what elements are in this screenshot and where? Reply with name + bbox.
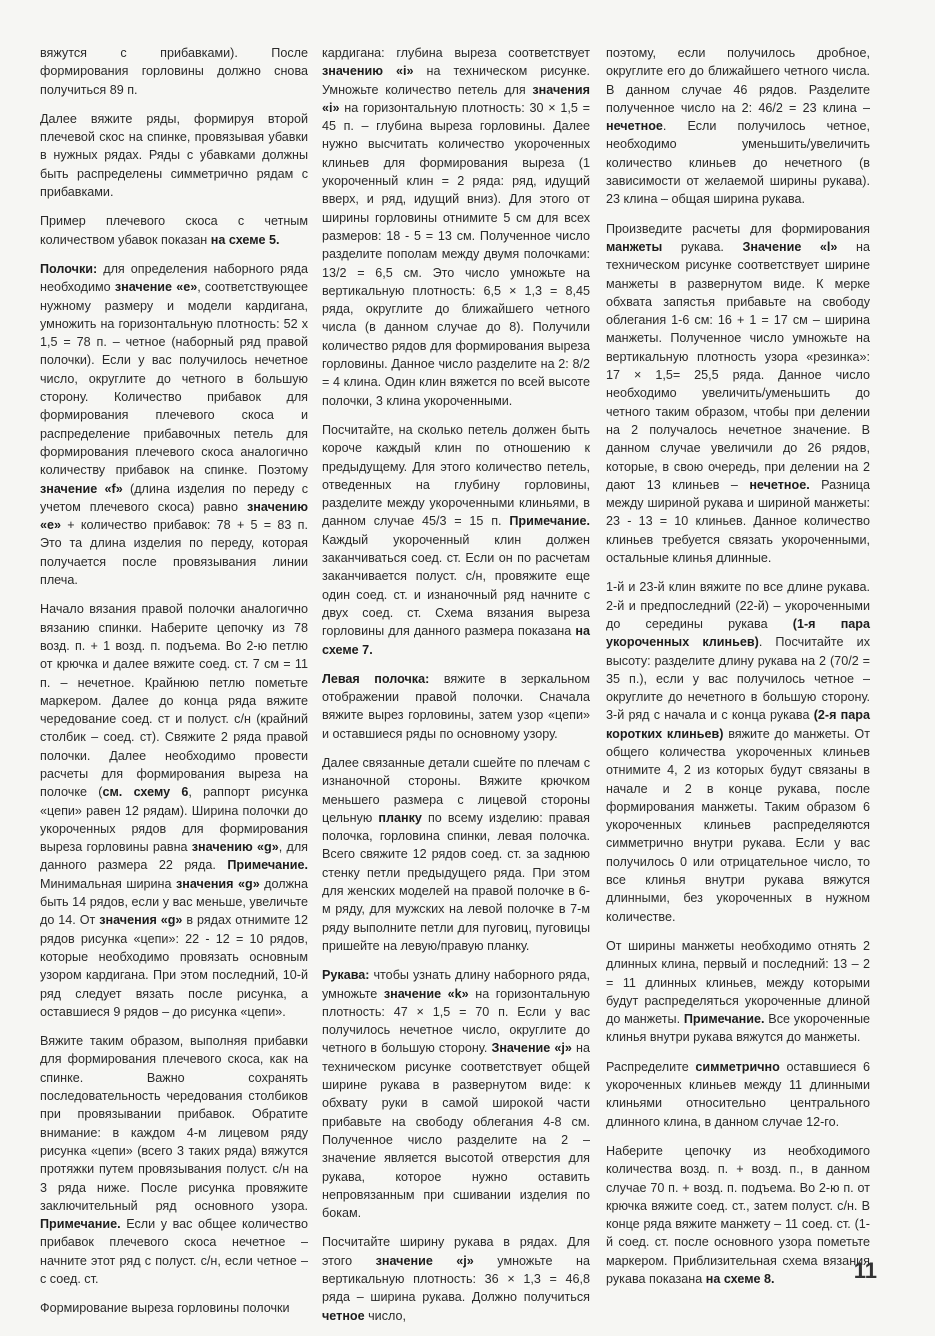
paragraph xyxy=(322,1233,590,1324)
bold-run: Значение «j» xyxy=(491,1041,572,1056)
text-run: , для данного размера 22 ряда. xyxy=(40,840,309,873)
text-run: От ширины манжеты необходимо отнять 2 длинных клина, первый и последний: 13 – 2 = 11 длинных клиньев, между которыми будут распределяться укороченные длиной до манжеты. xyxy=(606,938,870,1027)
text-run: на горизонтальную плотность: 30 × 1,5 = 45 п. – глубина выреза горловины. Далее нужно высчитать количество укороченных клиньев для формирования выреза (1 укороченный клин = 2 ряда: ряд, идущий вверх, и ряд, идущий вниз). Для этого от ширины горловины отнимите 5 см для всех размеров: 18 - 5 = 13 см. Полученное число разделите пополам между двумя полочками: 13/2 = 6,5 см. Это число умножьте на вертикальную плотность: 6,5 × 1,3 = 8,45 ряда, округлите до ближайшего четного числа (в данном случае до 8). Получили количество рядов для формирования выреза горловины. Данное число разделите на 2: 8/2 = 4 клина. Один клин вяжется по всей высоте полочки, 3 клина укороченными. xyxy=(322,100,590,408)
text-run: Разница между шириной рукава и шириной манжеты: 23 - 13 = 10 клиньев. Данное количество клиньев требуется связать укороченными, остальные клинья длинные. xyxy=(606,477,870,566)
text-run: Формирование выреза горловины полочки xyxy=(40,1301,290,1316)
bold-run: значение «k» xyxy=(383,986,469,1001)
text-run: умножьте на вертикальную плотность: 36 × 1,3 = 46,8 ряда – ширина рукава. Должно получиться xyxy=(322,1253,590,1305)
text-run: Распределите xyxy=(606,1059,696,1074)
text-run: + количество прибавок: 78 + 5 = 83 п. Это та длина изделия по переду, которая получается после провязывания линии плеча. xyxy=(40,518,308,588)
bold-run: значения «g» xyxy=(175,876,260,891)
bold-run: значение «j» xyxy=(375,1253,474,1268)
text-run: должна быть 14 рядов, если у вас меньше, увеличьте до 14. От xyxy=(40,876,308,928)
text-run: Произведите расчеты для формирования xyxy=(606,221,870,236)
text-run: Начало вязания правой полочки аналогично вязанию спинки. Наберите цепочку из 78 возд. п. + 1 возд. п. подъема. Во 2-ю петлю от крючка и далее вяжите соед. ст. 7 см = 11 п. – нечетное. Крайнюю петлю пометьте маркером. Далее до конца ряда вяжите чередование соед. ст и полуст. с/н (крайний столбик – соед. ст). Свяжите 2 ряда правой полочки. Далее необходимо провести расчеты для формирования выреза на полочке ( xyxy=(40,602,308,800)
text-run: на горизонтальную плотность: 47 × 1,5 = 70 п. Если у вас получилось нечетное число, округлите до четного в большую сторону. xyxy=(322,986,590,1056)
paragraph xyxy=(322,421,590,659)
bold-run: (2-я пара коротких клиньев) xyxy=(606,708,870,741)
bold-run: нечетное xyxy=(606,119,663,134)
bold-run: значения «i» xyxy=(322,82,590,115)
text-run: Если у вас общее количество прибавок плечевого скоса нечетное – начните этот ряд с полуст. с/н, если четное – с соед. ст. xyxy=(40,1217,308,1286)
text-run: вяжите в зеркальном отображении правой полочки. Сначала вяжите вырез горловины, затем узор «цепи» и оставшиеся ряды по основному узору. xyxy=(322,671,590,741)
text-run: Все укороченные клинья внутри рукава вяжутся до манжеты. xyxy=(606,1012,870,1045)
text-run: 1-й и 23-й клин вяжите по все длине рукава. 2-й и предпоследний (22-й) – укороченными до середины рукава xyxy=(606,580,870,631)
text-run: Далее вяжите ряды, формируя второй плечевой скос на спинке, провязывая убавки в нужных рядах. Ряды с убавками должны быть распределены симметрично рядам с прибавками. xyxy=(40,111,308,200)
paragraph xyxy=(322,966,590,1222)
bold-run: планку xyxy=(378,810,422,825)
bold-run: Полочки: xyxy=(40,261,98,276)
paragraph xyxy=(322,44,590,410)
paragraph xyxy=(606,578,870,926)
bold-run: Рукава: xyxy=(322,968,370,983)
text-column-1 xyxy=(40,44,308,1329)
paragraph xyxy=(40,44,308,99)
text-run: на техническом рисунке соответствует ширине манжеты в развернутом виде. К мерке обхвата запястья прибавьте на свободу облегания 1-6 см: 16 + 1 = 17 см – ширина манжеты. Полученное число умножьте на вертикальную плотность узора «резинка»: 17 × 1,5= 25,5 ряда. Данное число необходимо увеличить/уменьшить до четного таким образом, чтобы при делении на 2 получалось нечетное значение. В данном случае увеличили до 26 рядов, которые, в свою очередь, при делении на 2 дают 13 клиньев – xyxy=(606,239,870,492)
bold-run: значение «f» xyxy=(40,481,123,496)
text-run: вяжите до манжеты. От общего количества укороченных клиньев отнимите 4, 2 из которых будут связаны в начале и 2 в конце рукава, после формирования манжеты. Таким образом 6 укороченных клиньев распределяются симметрично внутри рукава. Если у вас получилось 0 или отрицательное число, то все клинья внутри рукава вяжутся длинными, без укороченных в нужном количестве. xyxy=(606,726,870,924)
text-run: на техническом рисунке соответствует общей ширине рукава в развернутом виде: к обхвату руки в самой широкой части прибавьте на свободу облегания 4-8 см. Полученное число разделите на 2 – значение является высотой отверстия для рукава, которое нужно оставить непровязанным при сшивании изделия по бокам. xyxy=(322,1041,590,1221)
paragraph xyxy=(40,1299,308,1317)
text-run: кардигана: глубина выреза соответствует xyxy=(322,46,590,60)
text-run: чтобы узнать длину наборного ряда, умножьте xyxy=(322,968,590,1001)
text-run: в рядах отнимите 12 рядов рисунка «цепи»: 22 - 12 = 10 рядов, которые необходимо провязать основным узором кардигана. При этом последний, 10-й ряд следует вязать после рисунка, а оставшиеся 9 рядов – до рисунка «цепи». xyxy=(40,913,308,1019)
paragraph xyxy=(606,44,870,209)
bold-run: на схеме 5. xyxy=(210,232,280,247)
paragraph xyxy=(40,212,308,249)
bold-run: см. схему 6 xyxy=(102,785,189,800)
text-run: число, xyxy=(364,1308,407,1323)
bold-run: манжеты xyxy=(606,239,663,254)
text-run: оставшиеся 6 укороченных клиньев между 11 длинными клиньями относительно центрального длинного клина, в данном случае 12-го. xyxy=(606,1059,871,1129)
text-run: Далее связанные детали сшейте по плечам с изнаночной стороны. Вяжите крючком меньшего размера с лицевой стороны цельную xyxy=(322,755,590,825)
text-run: Наберите цепочку из необходимого количества возд. п. + возд. п., в данном случае 70 п. + возд. п. подъема. Во 2-ю п. от крючка вяжите соед. ст., затем полуст. с/н. В конце ряда вяжите манжету – 11 соед. ст. (1-й соед. ст. после основного узора пометьте маркером. Приблизительная схема вязания рукава показана xyxy=(606,1143,870,1286)
paragraph xyxy=(606,1058,870,1131)
text-run: на техническом рисунке. Умножьте количество петель для xyxy=(322,64,590,97)
bold-run: на схеме 7. xyxy=(322,624,590,657)
bold-run: (1-я пара укороченных клиньев) xyxy=(606,616,870,650)
bold-run: значению «е» xyxy=(40,499,308,533)
bold-run: значения «g» xyxy=(99,913,183,928)
text-run: Посчитайте, на сколько петель должен быть короче каждый клин по отношению к предыдущему. Для этого количество петель, отведенных на глубину горловины, разделите между укороченными клиньями, в данном случае 45/3 = 15 п. xyxy=(322,422,590,529)
bold-run: значение «е» xyxy=(114,280,198,295)
paragraph xyxy=(40,1032,308,1288)
text-run: по всему изделию: правая полочка, горловина спинки, левая полочка. Всего свяжите 12 рядов соед. ст. за заднюю стенку петли предыдущего ряда. При этом для женских моделей на правой полочке в 6-м ряду, для мужских на левой полочке в 7-м ряду выполните петли для пуговиц, пуговицы пришейте на левую/правую планку. xyxy=(322,810,591,953)
bold-run: Примечание. xyxy=(40,1217,121,1232)
paragraph xyxy=(40,110,308,201)
text-run: рукава. xyxy=(662,239,743,254)
text-run: , раппорт рисунка «цепи» равен 12 рядам). Ширина полочки до укороченных рядов для формирования выреза горловины равна xyxy=(40,785,308,855)
paragraph xyxy=(40,600,308,1021)
text-run: . Если получилось четное, необходимо уменьшить/увеличить количество клиньев до нечетного (в зависимости от желаемой ширины рукава). 23 клина – общая ширина рукава. xyxy=(606,119,870,207)
paragraph xyxy=(322,670,590,743)
text-run: Минимальная ширина xyxy=(40,876,176,891)
paragraph xyxy=(606,220,870,568)
bold-run: Левая полочка: xyxy=(322,671,430,686)
bold-run: Примечание. xyxy=(509,514,590,529)
text-run: для определения наборного ряда необходимо xyxy=(40,261,308,295)
bold-run: нечетное. xyxy=(749,477,810,492)
bold-run: значению «g» xyxy=(191,840,279,855)
paragraph xyxy=(322,754,590,955)
text-run: Пример плечевого скоса с четным количеством убавок показан xyxy=(40,214,308,247)
paragraph xyxy=(40,260,308,589)
bold-run: Значение «l» xyxy=(742,239,838,254)
bold-run: на схеме 8. xyxy=(705,1272,775,1286)
text-column-3 xyxy=(606,44,870,1299)
page-number: 11 xyxy=(853,1258,877,1283)
bold-run: Примечание. xyxy=(683,1012,765,1027)
text-run: Посчитайте ширину рукава в рядах. Для этого xyxy=(322,1235,590,1268)
text-run: поэтому, если получилось дробное, округлите его до ближайшего четного числа. В данном случае 46 рядов. Разделите полученное число на 2: 46/2 = 23 клина – xyxy=(606,46,870,115)
bold-run: симметрично xyxy=(695,1059,780,1074)
bold-run: четное xyxy=(322,1308,365,1323)
text-run: Каждый укороченный клин должен заканчиваться соед. ст. Если он по расчетам заканчивается полуст. с/н, провяжите еще один соед. ст. и изнаночный ряд начните с двух соед. ст. Схема вязания выреза горловины для данного размера показана xyxy=(322,532,590,639)
text-run: Вяжите таким образом, выполняя прибавки для формирования плечевого скоса, как на спинке. Важно сохранять последовательность чередования столбиков при провязывании прибавок. Обратите внимание: в каждом 4-м лицевом ряду рисунка «цепи» (всего 3 таких ряда) вяжутся протяжки путем провязывания полуст. с/н на 3 ряда ниже. После рисунка провяжите заключительный ряд основного узора. xyxy=(40,1034,308,1213)
text-run: (длина изделия по переду с учетом плечевого скоса) равно xyxy=(40,481,308,514)
bold-run: Примечание. xyxy=(227,858,308,873)
text-run: . Посчитайте их высоту: разделите длину рукава на 2 (70/2 = 35 п.), если у вас получилось четное – округлите до нечетного в большую сторону. 3-й ряд с начала и с конца рукава xyxy=(606,635,870,723)
paragraph xyxy=(606,1142,870,1288)
text-column-2 xyxy=(322,44,590,1336)
bold-run: значению «i» xyxy=(322,64,414,79)
paragraph xyxy=(606,937,870,1047)
text-run: вяжутся с прибавками). После формирования горловины должно снова получиться 89 п. xyxy=(40,46,308,97)
text-run: , соответствующее нужному размеру и модели кардигана, умножить на горизонтальную плотность: 52 х 1,5 = 78 п. – четное (наборный ряд правой полочки). Если у вас получилось нечетное число, округлите до четного в большую сторону. Количество прибавок для формирования плечевого скоса и распределение прибавочных петель для формирования плечевого скоса аналогично количеству прибавок на спинке. Поэтому xyxy=(40,280,308,478)
